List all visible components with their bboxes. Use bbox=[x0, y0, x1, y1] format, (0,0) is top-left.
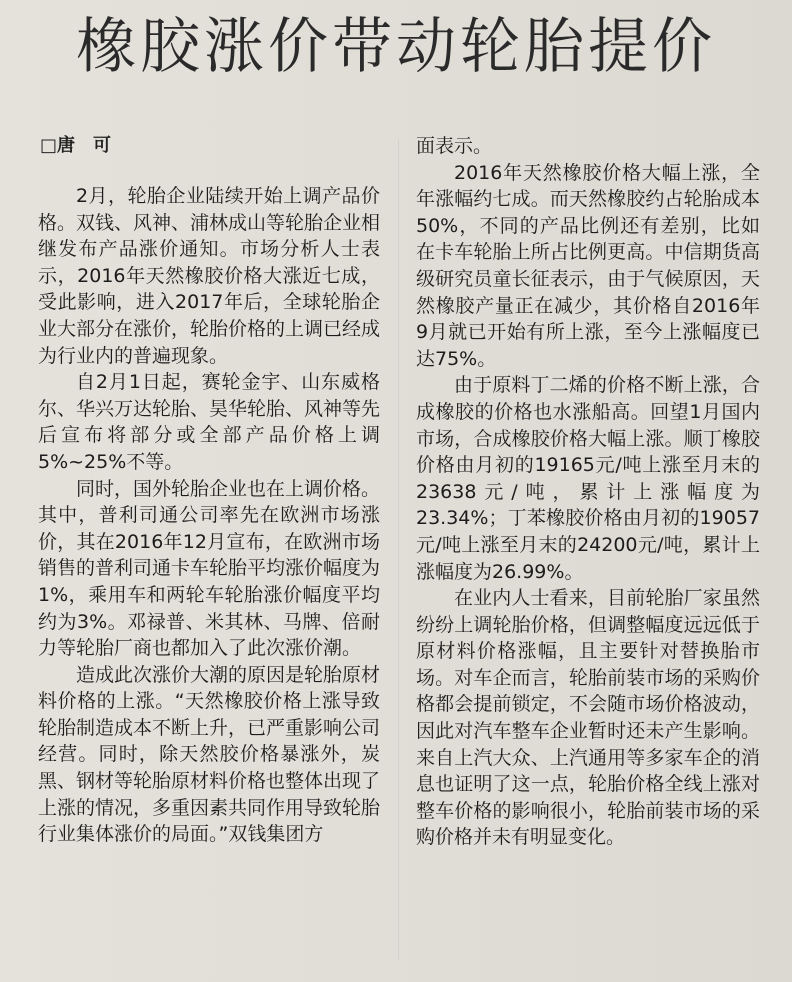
headline: 橡胶涨价带动轮胎提价 bbox=[76, 12, 716, 82]
byline: □唐 可 bbox=[40, 135, 112, 156]
article-column-right bbox=[416, 133, 760, 851]
paragraph: 在业内人士看来，目前轮胎厂家虽然纷纷上调轮胎价格，但调整幅度远远低于原材料价格涨幅，且主要针对替换胎市场。对车企而言，轮胎前装市场的采购价格都会提前锁定，不会随市场价格波动，因此对汽车整车企业暂时还未产生影响。来自上汽大众、上汽通用等多家车企的消息也证明了这一点，轮胎价格全线上涨对整车价格的影响很小，轮胎前装市场的采购价格并未有明显变化。 bbox=[416, 587, 760, 849]
paragraph: 同时，国外轮胎企业也在上调价格。其中，普利司通公司率先在欧洲市场涨价，其在2016年12月宣布，在欧洲市场销售的普利司通卡车轮胎平均涨价幅度为1%，乘用车和两轮车轮胎涨价幅度平均约为3%。邓禄普、米其林、马牌、倍耐力等轮胎厂商也都加入了此次涨价潮。 bbox=[38, 477, 381, 660]
paragraph: 自2月1日起，赛轮金宇、山东威格尔、华兴万达轮胎、昊华轮胎、风神等先后宣布将部分或全部产品价格上调5%~25%不等。 bbox=[38, 371, 381, 473]
paragraph-continuation: 面表示。 bbox=[416, 135, 493, 157]
paragraph: 造成此次涨价大潮的原因是轮胎原材料价格的上涨。“天然橡胶价格上涨导致轮胎制造成本不断上升，已严重影响公司经营。同时，除天然胶价格暴涨外，炭黑、钢材等轮胎原材料价格也整体出现了上涨的情况，多重因素共同作用导致轮胎行业集体涨价的局面。”双钱集团方 bbox=[38, 663, 381, 846]
paragraph: 由于原料丁二烯的价格不断上涨，合成橡胶的价格也水涨船高。回望1月国内市场，合成橡胶价格大幅上涨。顺丁橡胶价格由月初的19165元/吨上涨至月末的23638元/吨，累计上涨幅度为23.34%；丁苯橡胶价格由月初的19057元/吨上涨至月末的24200元/吨，累计上涨幅度为26.99%。 bbox=[416, 374, 760, 583]
paragraph: 2016年天然橡胶价格大幅上涨，全年涨幅约七成。而天然橡胶约占轮胎成本50%，不同的产品比例还有差别，比如在卡车轮胎上所占比例更高。中信期货高级研究员童长征表示，由于气候原因，天然橡胶产量正在减少，其价格自2016年9月就已开始有所上涨，至今上涨幅度已达75%。 bbox=[416, 161, 760, 370]
article-column-left bbox=[38, 183, 380, 848]
paragraph: 2月，轮胎企业陆续开始上调产品价格。双钱、风神、浦林成山等轮胎企业相继发布产品涨价通知。市场分析人士表示，2016年天然橡胶价格大涨近七成，受此影响，进入2017年后，全球轮胎企业大部分在涨价，轮胎价格的上调已经成为行业内的普遍现象。 bbox=[38, 185, 381, 367]
column-divider bbox=[398, 140, 399, 960]
